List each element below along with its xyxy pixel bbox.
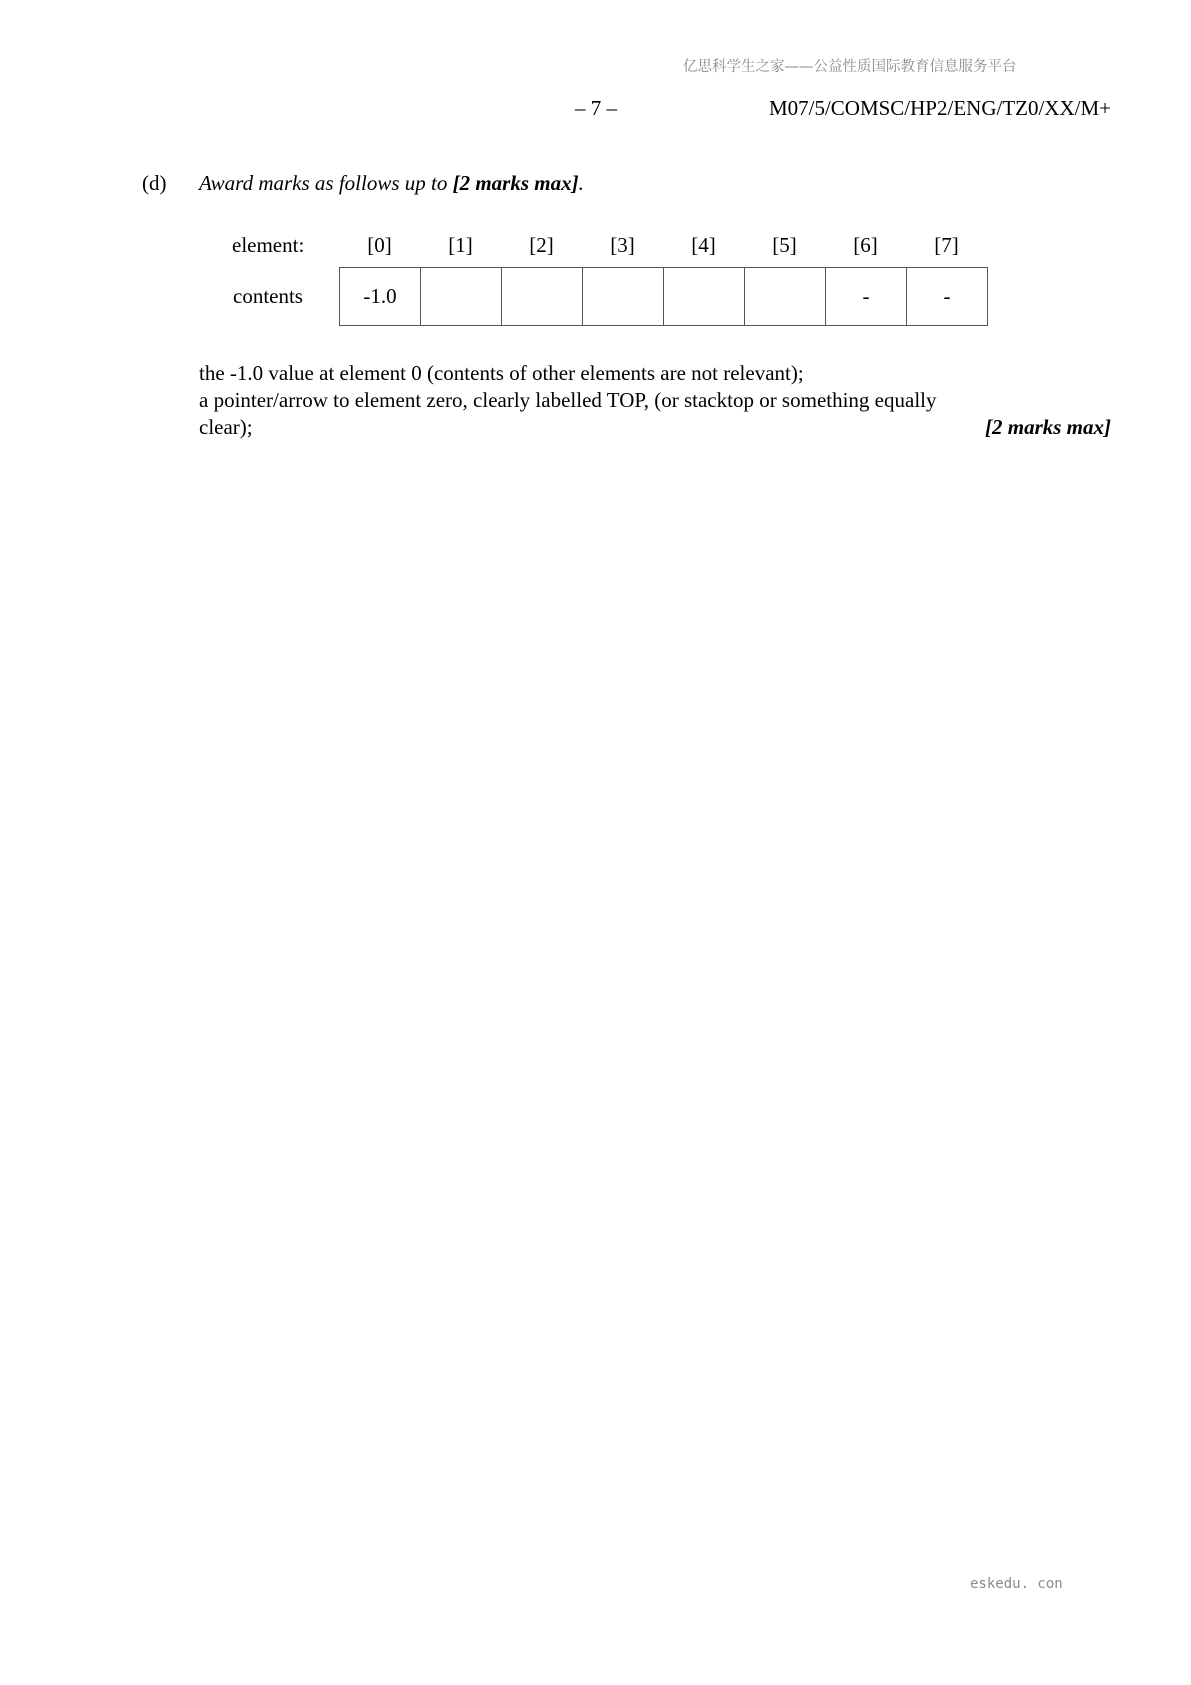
stack-cell-1 — [421, 268, 502, 326]
marking-note-2: a pointer/arrow to element zero, clearly labelled TOP, (or stacktop or something equally — [199, 388, 937, 412]
marking-note-3: clear); — [199, 415, 253, 439]
stack-cell-3 — [583, 268, 664, 326]
element-index-7: [7] — [934, 233, 959, 257]
element-index-2: [2] — [529, 233, 554, 257]
element-index-0: [0] — [367, 233, 392, 257]
watermark-bottom: eskedu. con — [970, 1576, 1063, 1592]
element-index-5: [5] — [772, 233, 797, 257]
element-index-1: [1] — [448, 233, 473, 257]
page-number: – 7 – — [575, 96, 617, 120]
marking-instruction — [199, 171, 584, 196]
stack-cell-2 — [502, 268, 583, 326]
instruction-suffix: . — [578, 171, 584, 195]
instruction-prefix: Award marks as follows up to — [199, 171, 453, 195]
marking-note-1: the -1.0 value at element 0 (contents of other elements are not relevant); — [199, 361, 804, 385]
element-row-label: element: — [232, 233, 305, 257]
contents-row-label: contents — [233, 284, 303, 308]
stack-cell-7: - — [907, 268, 988, 326]
marks-max-label: [2 marks max] — [985, 415, 1111, 439]
instruction-marks-max: [2 marks max] — [452, 171, 579, 195]
stack-contents-table — [339, 267, 988, 326]
stack-cell-0: -1.0 — [340, 268, 421, 326]
stack-cell-5 — [745, 268, 826, 326]
stack-cell-4 — [664, 268, 745, 326]
element-index-6: [6] — [853, 233, 878, 257]
watermark-top: 亿思科学生之家——公益性质国际教育信息服务平台 — [683, 59, 1017, 75]
element-index-3: [3] — [610, 233, 635, 257]
stack-cell-6: - — [826, 268, 907, 326]
table-row — [340, 268, 988, 326]
element-index-4: [4] — [691, 233, 716, 257]
document-code: M07/5/COMSC/HP2/ENG/TZ0/XX/M+ — [768, 96, 1111, 120]
question-part-label: (d) — [142, 171, 167, 195]
